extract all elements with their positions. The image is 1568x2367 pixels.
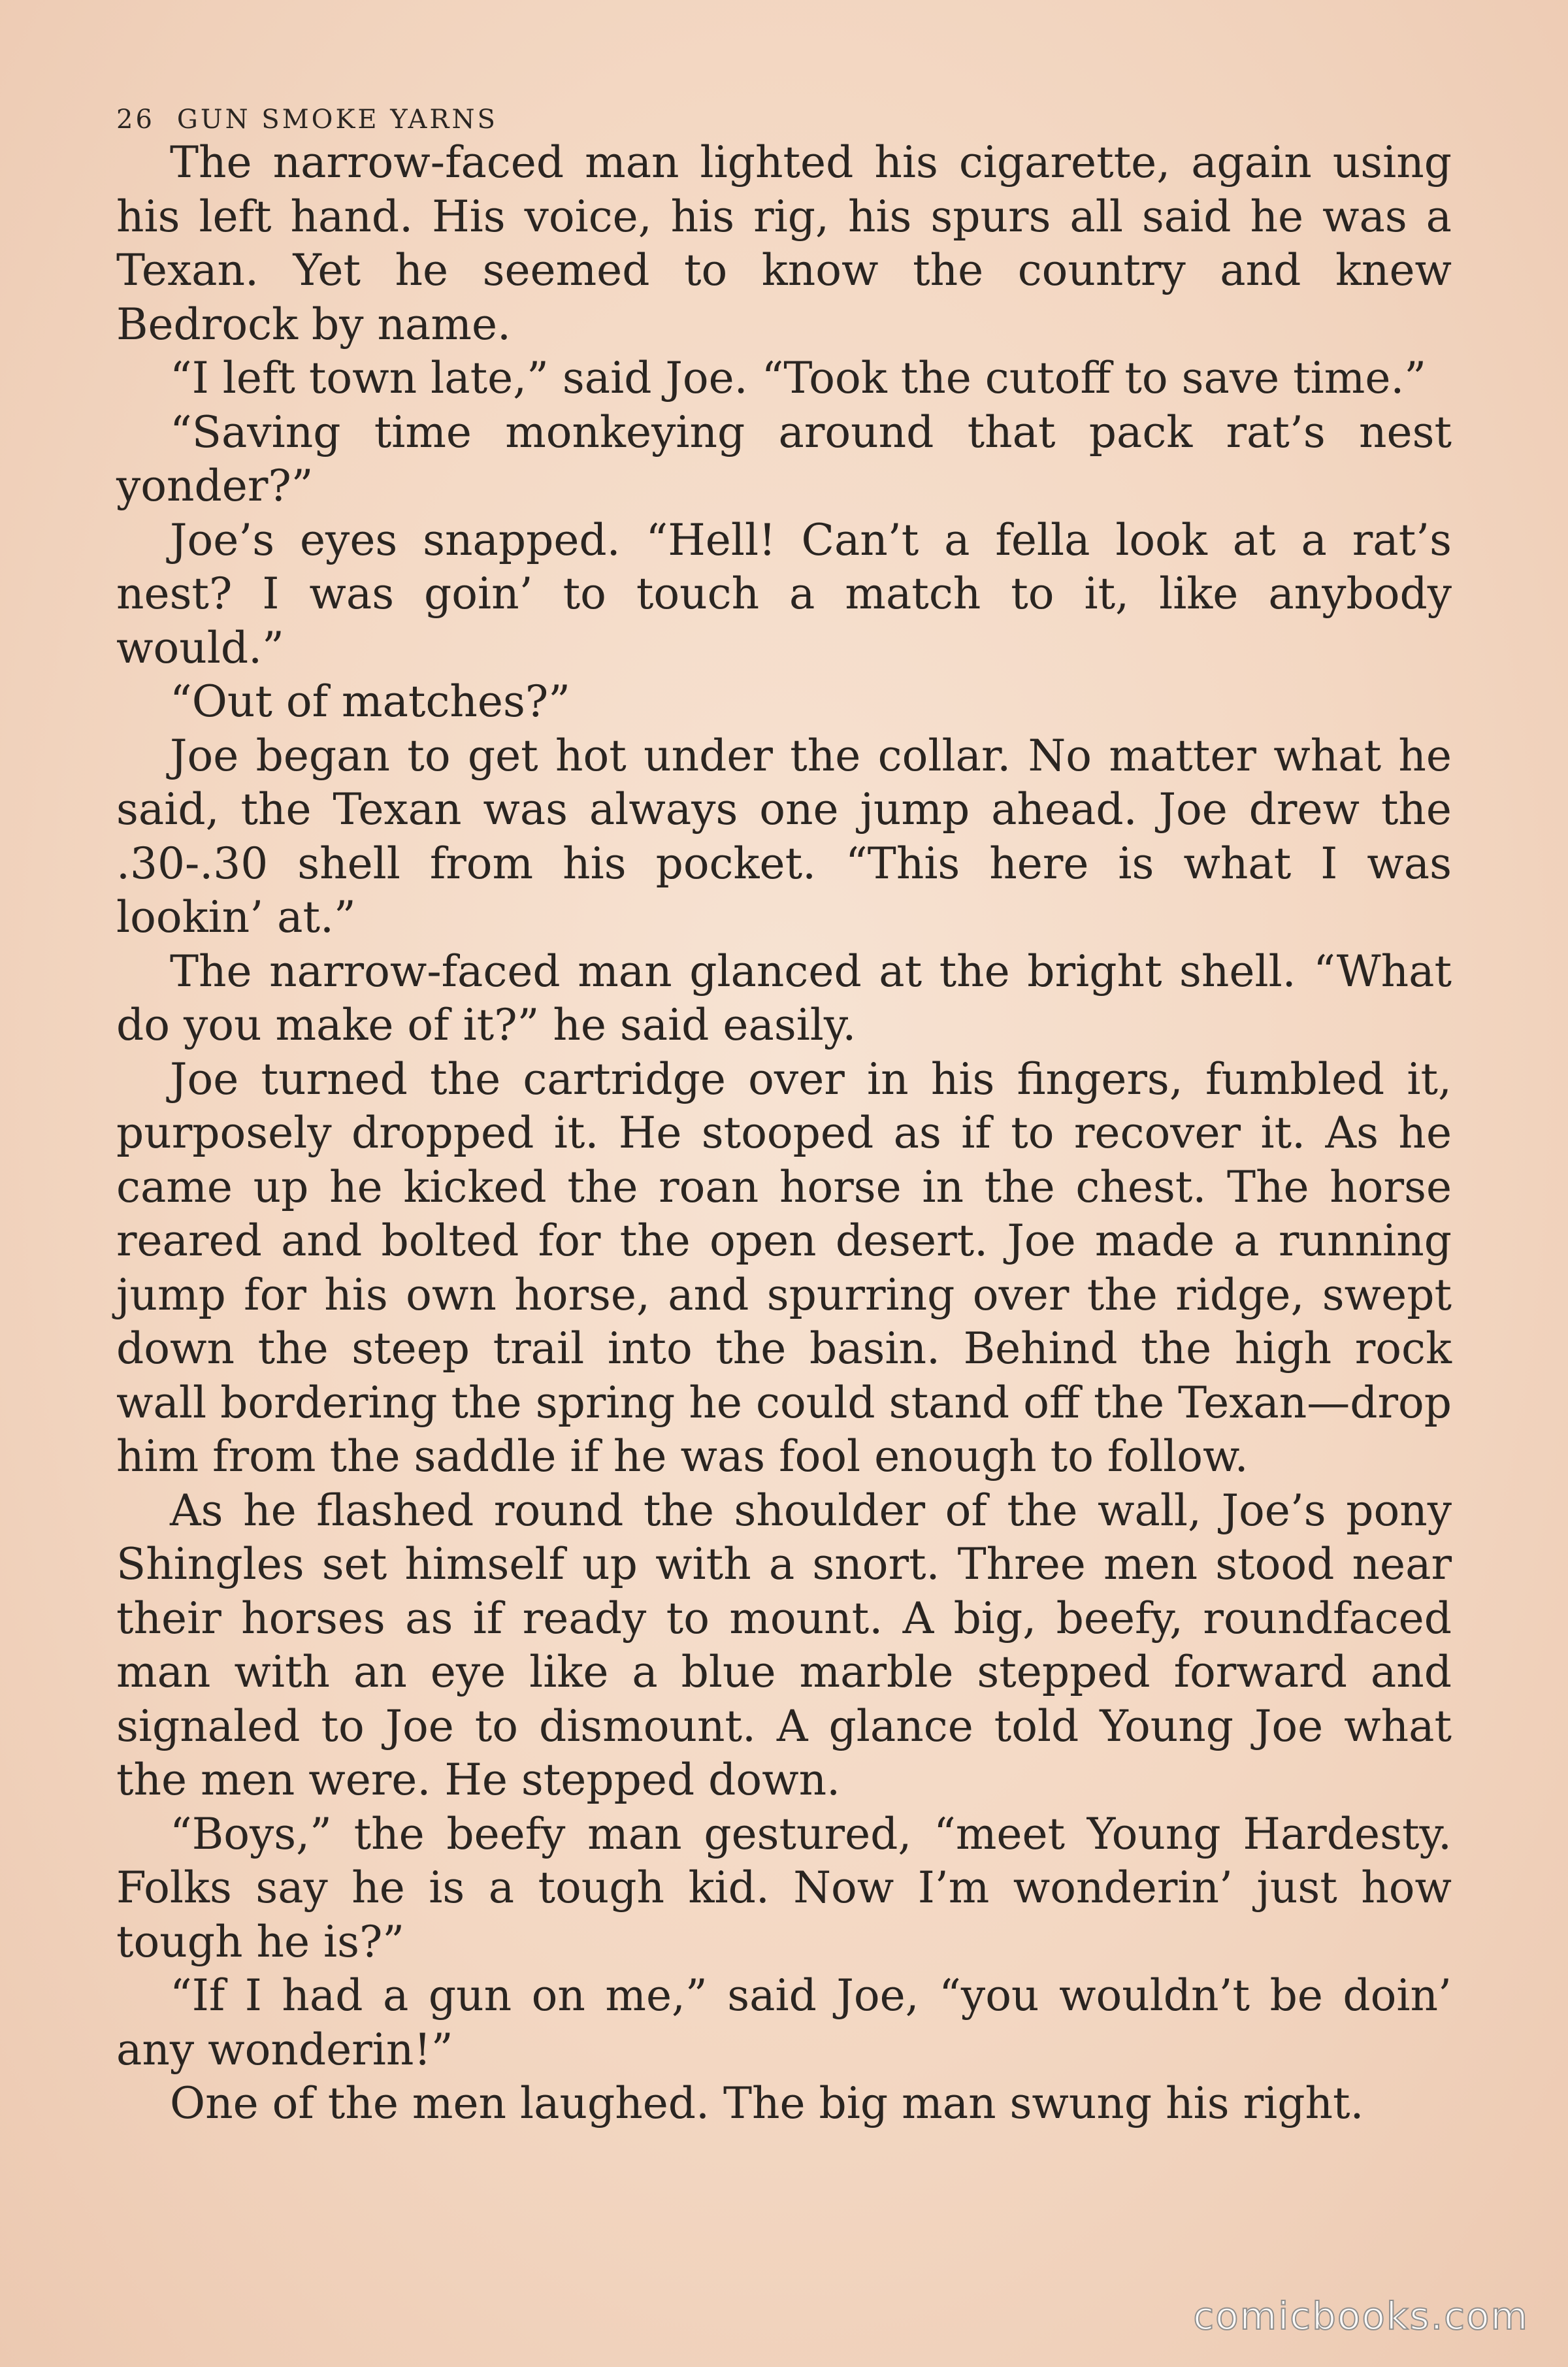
running-header: [116, 105, 498, 135]
paragraph: One of the men laughed. The big man swung his right.: [170, 2078, 1364, 2128]
story-text: [116, 136, 1452, 2131]
paragraph: As he flashed round the shoulder of the wall, Joe’s pony Shingles set himself up with a snort. Three men stood near their horses as if ready to mount. A big, beefy, roundfaced man with an eye like a blue marble stepped forward and signaled to Joe to dismount. A glance told Young Joe what the men were. He stepped down.: [116, 1485, 1452, 1805]
watermark: comicbooks.com: [1193, 2294, 1529, 2338]
paragraph: “If I had a gun on me,” said Joe, “you wouldn’t be doin’ any wonderin!”: [116, 1970, 1452, 2075]
paragraph: “Saving time monkeying around that pack rat’s nest yonder?”: [116, 406, 1452, 511]
paragraph: “Out of matches?”: [170, 676, 570, 727]
paragraph: “I left town late,” said Joe. “Took the cutoff to save time.”: [170, 353, 1427, 403]
paragraph: Joe turned the cartridge over in his fingers, fumbled it, purposely dropped it. He stooped as if to recover it. As he came up he kicked the roan horse in the chest. The horse reared and bolted for the open desert. Joe made a running jump for his own horse, and spurring over the ridge, swept down the steep trail into the basin. Behind the high rock wall bordering the spring he could stand off the Texan—drop him from the saddle if he was fool enough to follow.: [116, 1053, 1452, 1481]
paragraph: “Boys,” the beefy man gestured, “meet Young Hardesty. Folks say he is a tough kid. Now I’m wonderin’ just how tough he is?”: [116, 1808, 1452, 1967]
paragraph: Joe’s eyes snapped. “Hell! Can’t a fella look at a rat’s nest? I was goin’ to touch a match to it, like anybody would.”: [116, 514, 1452, 673]
paragraph: The narrow-faced man glanced at the bright shell. “What do you make of it?” he said easily.: [116, 946, 1452, 1050]
running-title: GUN SMOKE YARNS: [176, 105, 498, 135]
paragraph: The narrow-faced man lighted his cigarette, again using his left hand. His voice, his rig, his spurs all said he was a Texan. Yet he seemed to know the country and knew Bedrock by name.: [116, 137, 1452, 350]
page-number: 26: [116, 105, 155, 135]
paragraph: Joe began to get hot under the collar. No matter what he said, the Texan was always one jump ahead. Joe drew the .30-.30 shell from his pocket. “This here is what I was lookin’ at.”: [116, 730, 1452, 942]
